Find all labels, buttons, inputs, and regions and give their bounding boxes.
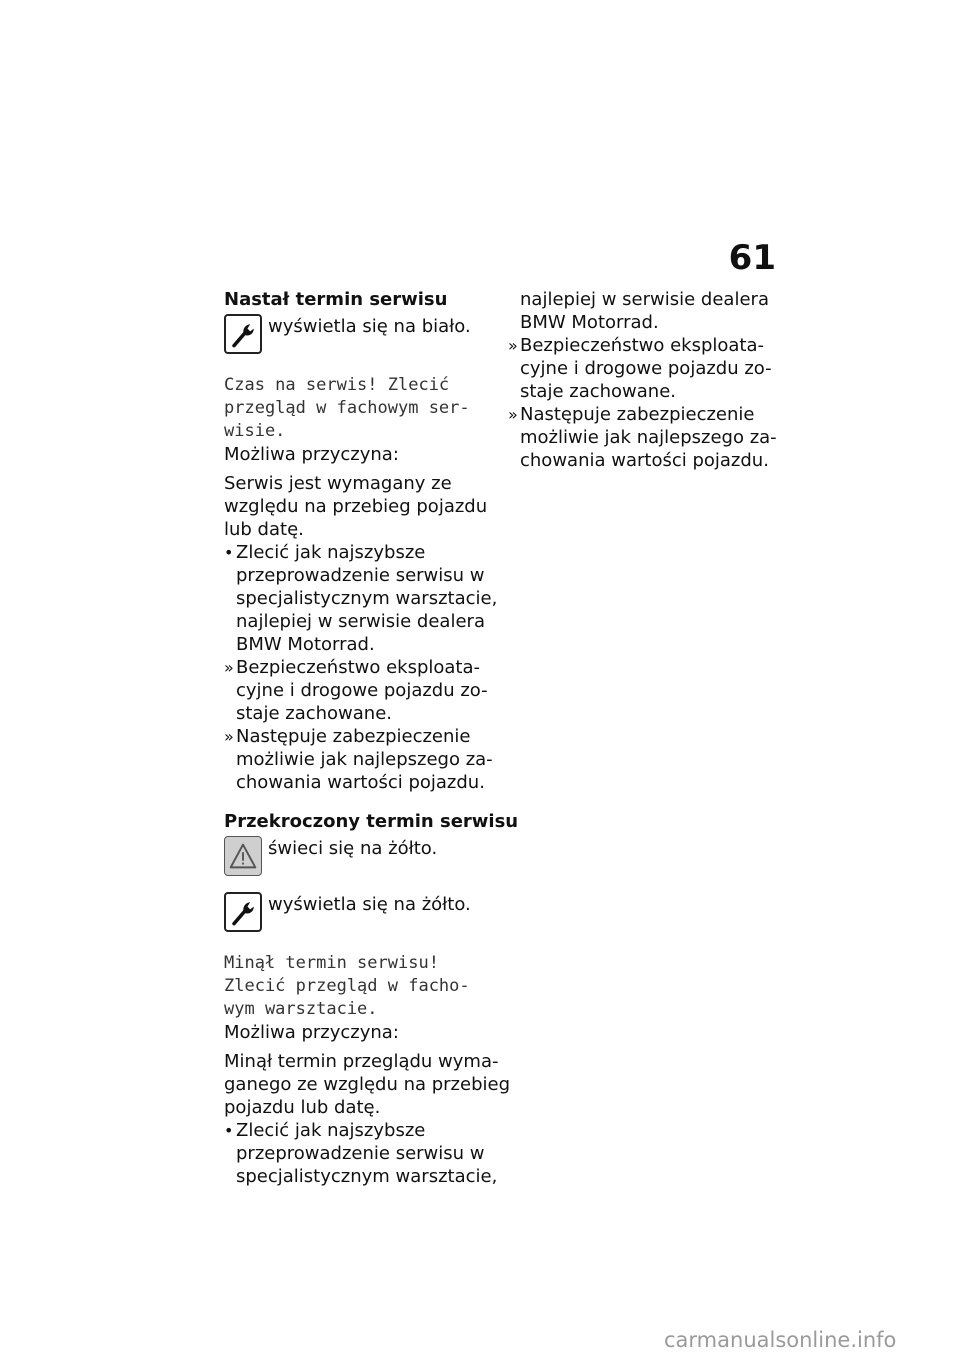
action-bullet-continued: najlepiej w serwisie dealera BMW Motorrad.: [520, 289, 769, 333]
right-column: [508, 288, 780, 472]
result-item: » Następuje zabezpieczenie możliwie jak najlepszego za- chowania wartości pojazdu.: [224, 726, 493, 793]
result-marker: »: [508, 405, 518, 424]
display-message-service-due: Czas na serwis! Zlecić przegląd w fachowym ser- wisie.: [224, 375, 470, 441]
section-heading-service-due: Nastał termin serwisu: [224, 289, 448, 310]
possible-cause-text: Serwis jest wymagany ze względu na przebieg pojazdu lub datę.: [224, 473, 488, 540]
bullet-marker: •: [224, 1121, 234, 1140]
page-number: 61: [728, 238, 776, 278]
action-bullet: • Zlecić jak najszybsze przeprowadzenie serwisu w specjalistycznym warsztacie,: [224, 1120, 498, 1187]
left-column: [224, 288, 519, 1188]
action-bullet: • Zlecić jak najszybsze przeprowadzenie serwisu w specjalistycznym warsztacie, najlepiej w serwisie dealera BMW Motorrad.: [224, 542, 498, 655]
indicator-row-warning-yellow: [224, 836, 496, 886]
indicator-text: świeci się na żółto.: [268, 838, 438, 859]
result-marker: »: [224, 727, 234, 746]
possible-cause-label: Możliwa przyczyna:: [224, 1022, 399, 1043]
indicator-text: wyświetla się na żółto.: [268, 894, 471, 915]
indicator-row-wrench-white: [224, 314, 496, 364]
indicator-row-wrench-yellow: [224, 892, 496, 942]
result-item: » Bezpieczeństwo eksploata- cyjne i drogowe pojazdu zo- staje zachowane.: [508, 335, 772, 402]
wrench-icon: [224, 892, 262, 932]
result-marker: »: [508, 336, 518, 355]
result-item: » Bezpieczeństwo eksploata- cyjne i drogowe pojazdu zo- staje zachowane.: [224, 657, 488, 724]
bullet-marker: •: [224, 543, 234, 562]
indicator-text: wyświetla się na biało.: [268, 316, 471, 337]
possible-cause-text: Minął termin przeglądu wyma- ganego ze względu na przebieg pojazdu lub datę.: [224, 1051, 511, 1118]
section-heading-service-overdue: Przekroczony termin serwisu: [224, 811, 519, 832]
result-item: » Następuje zabezpieczenie możliwie jak najlepszego za- chowania wartości pojazdu.: [508, 404, 777, 471]
result-marker: »: [224, 658, 234, 677]
watermark: carmanualsonline.info: [664, 1328, 897, 1352]
possible-cause-label: Możliwa przyczyna:: [224, 444, 399, 465]
display-message-service-overdue: Minął termin serwisu! Zlecić przegląd w facho- wym warsztacie.: [224, 953, 470, 1019]
wrench-icon: [224, 314, 262, 354]
warning-triangle-icon: [224, 836, 262, 876]
